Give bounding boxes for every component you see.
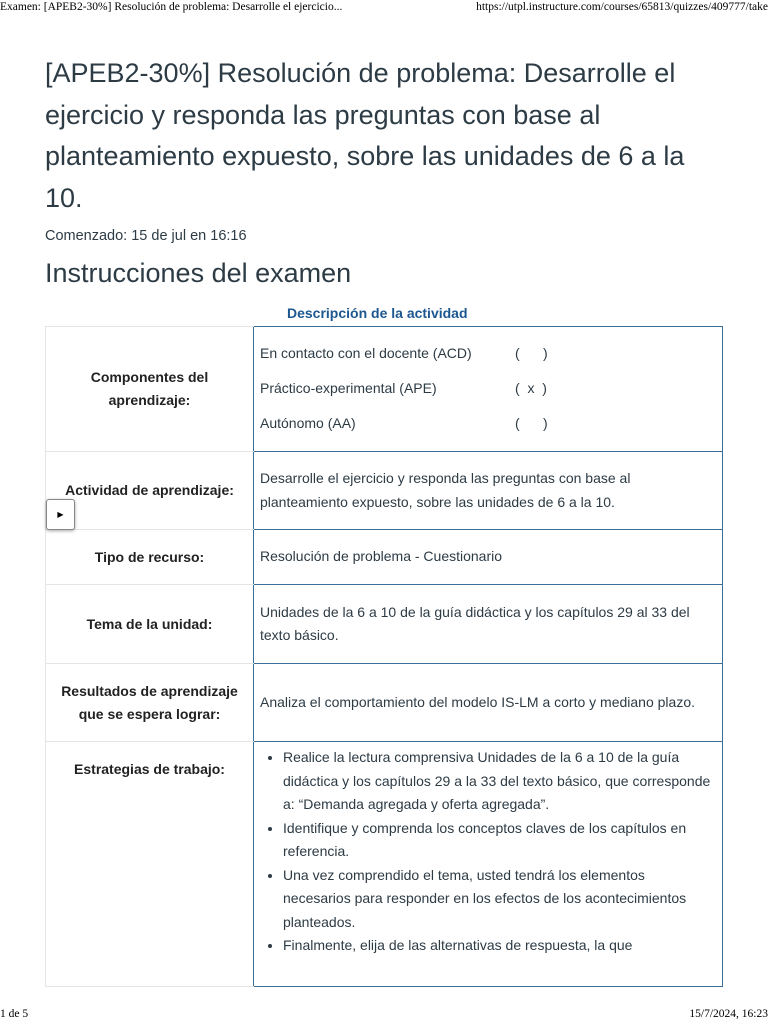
resource-type-label: Tipo de recurso: (46, 530, 254, 585)
quiz-started-time: Comenzado: 15 de jul en 16:16 (45, 228, 247, 244)
table-row (46, 327, 723, 452)
list-item: • Finalmente, elija de las alternativas de respuesta, la que (283, 934, 716, 958)
activity-value: Desarrolle el ejercicio y responda las preguntas con base al planteamiento expuesto, sobre las unidades de 6 a la 10. (254, 452, 723, 530)
print-header (0, 0, 768, 16)
component-item (260, 407, 716, 442)
component-name: En contacto con el docente (ACD) (260, 345, 472, 362)
component-mark: ( ) (515, 415, 548, 432)
quiz-title: [APEB2-30%] Resolución de problema: Desarrolle el ejercicio y responda las preguntas con base al planteamiento expuesto, sobre las unidades de 6 a la 10. (45, 58, 685, 213)
page-number: 1 de 5 (0, 1008, 29, 1020)
strategies-list (260, 746, 716, 958)
play-triangle-icon: ▶ (57, 510, 64, 519)
print-footer (0, 1008, 768, 1024)
expand-button[interactable] (46, 499, 75, 530)
components-value (254, 327, 723, 452)
table-row (46, 742, 723, 987)
component-name: Autónomo (AA) (260, 415, 356, 432)
print-timestamp: 15/7/2024, 16:23 (689, 1008, 768, 1020)
components-label: Componentes del aprendizaje: (46, 327, 254, 452)
instructions-heading: Instrucciones del examen (45, 258, 352, 288)
activity-description-table (45, 326, 723, 987)
component-item (260, 337, 716, 372)
table-row (46, 530, 723, 585)
learning-outcomes-value: Analiza el comportamiento del modelo IS-LM a corto y mediano plazo. (254, 664, 723, 742)
strategies-label: Estrategias de trabajo: (46, 742, 254, 987)
activity-description-caption: Descripción de la actividad (287, 305, 468, 321)
strategies-value (254, 742, 723, 987)
list-item: • Una vez comprendido el tema, usted tendrá los elementos necesarios para responder en los efectos de los acontecimientos planteados. (283, 864, 716, 935)
print-header-title: Examen: [APEB2-30%] Resolución de problema: Desarrolle el ejercicio... (0, 1, 343, 13)
table-row (46, 664, 723, 742)
component-item (260, 372, 716, 407)
component-name: Práctico-experimental (APE) (260, 380, 437, 397)
unit-topic-label: Tema de la unidad: (46, 585, 254, 664)
table-row (46, 452, 723, 530)
component-mark: ( ) (515, 345, 548, 362)
print-header-url: https://utpl.instructure.com/courses/65813/quizzes/409777/take (476, 1, 768, 13)
component-mark: ( x ) (515, 380, 547, 397)
activity-label: Actividad de aprendizaje: (46, 452, 254, 530)
table-row (46, 585, 723, 664)
learning-outcomes-label: Resultados de aprendizaje que se espera lograr: (46, 664, 254, 742)
resource-type-value: Resolución de problema - Cuestionario (254, 530, 723, 585)
unit-topic-value: Unidades de la 6 a 10 de la guía didáctica y los capítulos 29 al 33 del texto básico. (254, 585, 723, 664)
list-item: • Identifique y comprenda los conceptos claves de los capítulos en referencia. (283, 817, 716, 864)
list-item: • Realice la lectura comprensiva Unidades de la 6 a 10 de la guía didáctica y los capítulos 29 a la 33 del texto básico, que corresponde a: “Demanda agregada y oferta agregada”. (283, 746, 716, 817)
